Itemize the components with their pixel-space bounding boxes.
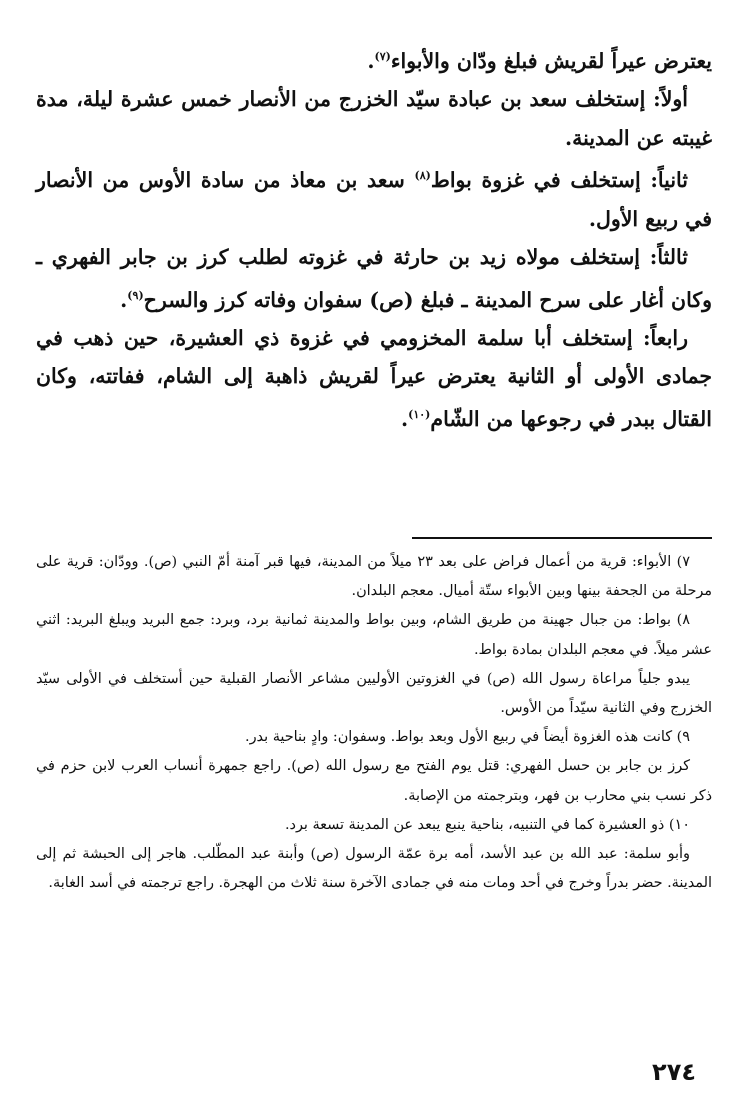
main-text (36, 38, 712, 438)
period: . (400, 406, 409, 431)
footnote-7: ٧) الأبواء: قرية من أعمال فراض على بعد ٢٣ ميلاً من المدينة، فيها قبر آمنة أمّ النبي (ص). وودّان: قرية على مرحلة من الجحفة بينها وبين الأبواء ستّة أميال. معجم البلدان. (36, 554, 712, 600)
paragraph-text: سعد بن معاذ من سادة الأوس من الأنصار في ربيع الأول. (36, 168, 712, 231)
paragraph-text: إستخلف أبا سلمة المخزومي في غزوة ذي العشيرة، حين ذهب في جمادى الأولى أو الثانية يعترض عيراً لقريش ذاهبة إلى الشام، ففاتته، وكان القتال ببدر في رجوعها من الشّام (36, 325, 712, 431)
footnote-9-continued: كرز بن جابر بن حسل الفهري: قتل يوم الفتح مع رسول الله (ص). راجع جمهرة أنساب العرب لابن حزم في ذكر نسب بني محارب بن فهر، وبترجمته من الإصابة. (36, 758, 712, 804)
paragraph-lead: أولاً: (653, 87, 688, 112)
paragraph-text: يعترض عيراً لقريش فبلغ ودّان والأبواء (390, 48, 712, 73)
footnote-ref-9: (٩) (127, 288, 144, 302)
footnote-10: ١٠) ذو العشيرة كما في التنبيه، بناحية ينبع يبعد عن المدينة تسعة برد. (284, 816, 690, 833)
footnote-separator (412, 537, 712, 539)
footnote-8-continued: يبدو جلياً مراعاة رسول الله (ص) في الغزوتين الأوليين مشاعر الأنصار القبلية حين أستخلف في الأولى سيّد الخزرج وفي الثانية سيّداً من الأوس. (36, 670, 712, 717)
footnote-8: ٨) بواط: من جبال جهينة من طريق الشام، وبين بواط والمدينة ثمانية برد، وبرد: جمع البريد ويبلغ البريد: اثني عشر ميلاً. في معجم البلدان بمادة بواط. (36, 612, 712, 658)
paragraph-text: إستخلف سعد بن عبادة سيّد الخزرج من الأنصار خمس عشرة ليلة، مدة غيبته عن المدينة. (36, 87, 712, 150)
page-number: ٢٧٤ (652, 1058, 696, 1086)
footnote-ref-10: (١٠) (408, 407, 431, 421)
footnote-10-continued: وأبو سلمة: عبد الله بن عبد الأسد، أمه برة عمّة الرسول (ص) وأبنة عبد المطّلب. هاجر إلى الحبشة ثم إلى المدينة. حضر بدراً وخرج في أحد ومات منه في جمادى الآخرة سنة ثلاث من الهجرة. راجع ترجمته في أسد الغابة. (36, 846, 712, 892)
footnote-ref-7: (٧) (374, 50, 391, 63)
paragraph-first (36, 80, 712, 157)
footnote-9: ٩) كانت هذه الغزوة أيضاً في ربيع الأول وبعد بواط. وسفوان: وادٍ بناحية بدر. (245, 729, 690, 746)
paragraph-intro (36, 38, 712, 80)
paragraph-lead: رابعاً: (642, 325, 688, 350)
paragraph-second (36, 157, 712, 238)
footnotes (36, 548, 712, 898)
period: . (367, 48, 375, 73)
period: . (120, 287, 128, 312)
paragraph-lead: ثانياً: (650, 168, 688, 193)
paragraph-lead: ثالثاً: (649, 245, 688, 270)
paragraph-fourth (36, 319, 712, 438)
paragraph-text: إستخلف مولاه زيد بن حارثة في غزوته لطلب كرز بن جابر الفهري ـ وكان أغار على سرح المدينة ـ فبلغ (ص) سفوان وفاته كرز والسرح (36, 245, 712, 312)
paragraph-text: إستخلف في غزوة بواط (430, 168, 651, 193)
paragraph-third (36, 238, 712, 319)
footnote-ref-8: (٨) (414, 169, 431, 183)
